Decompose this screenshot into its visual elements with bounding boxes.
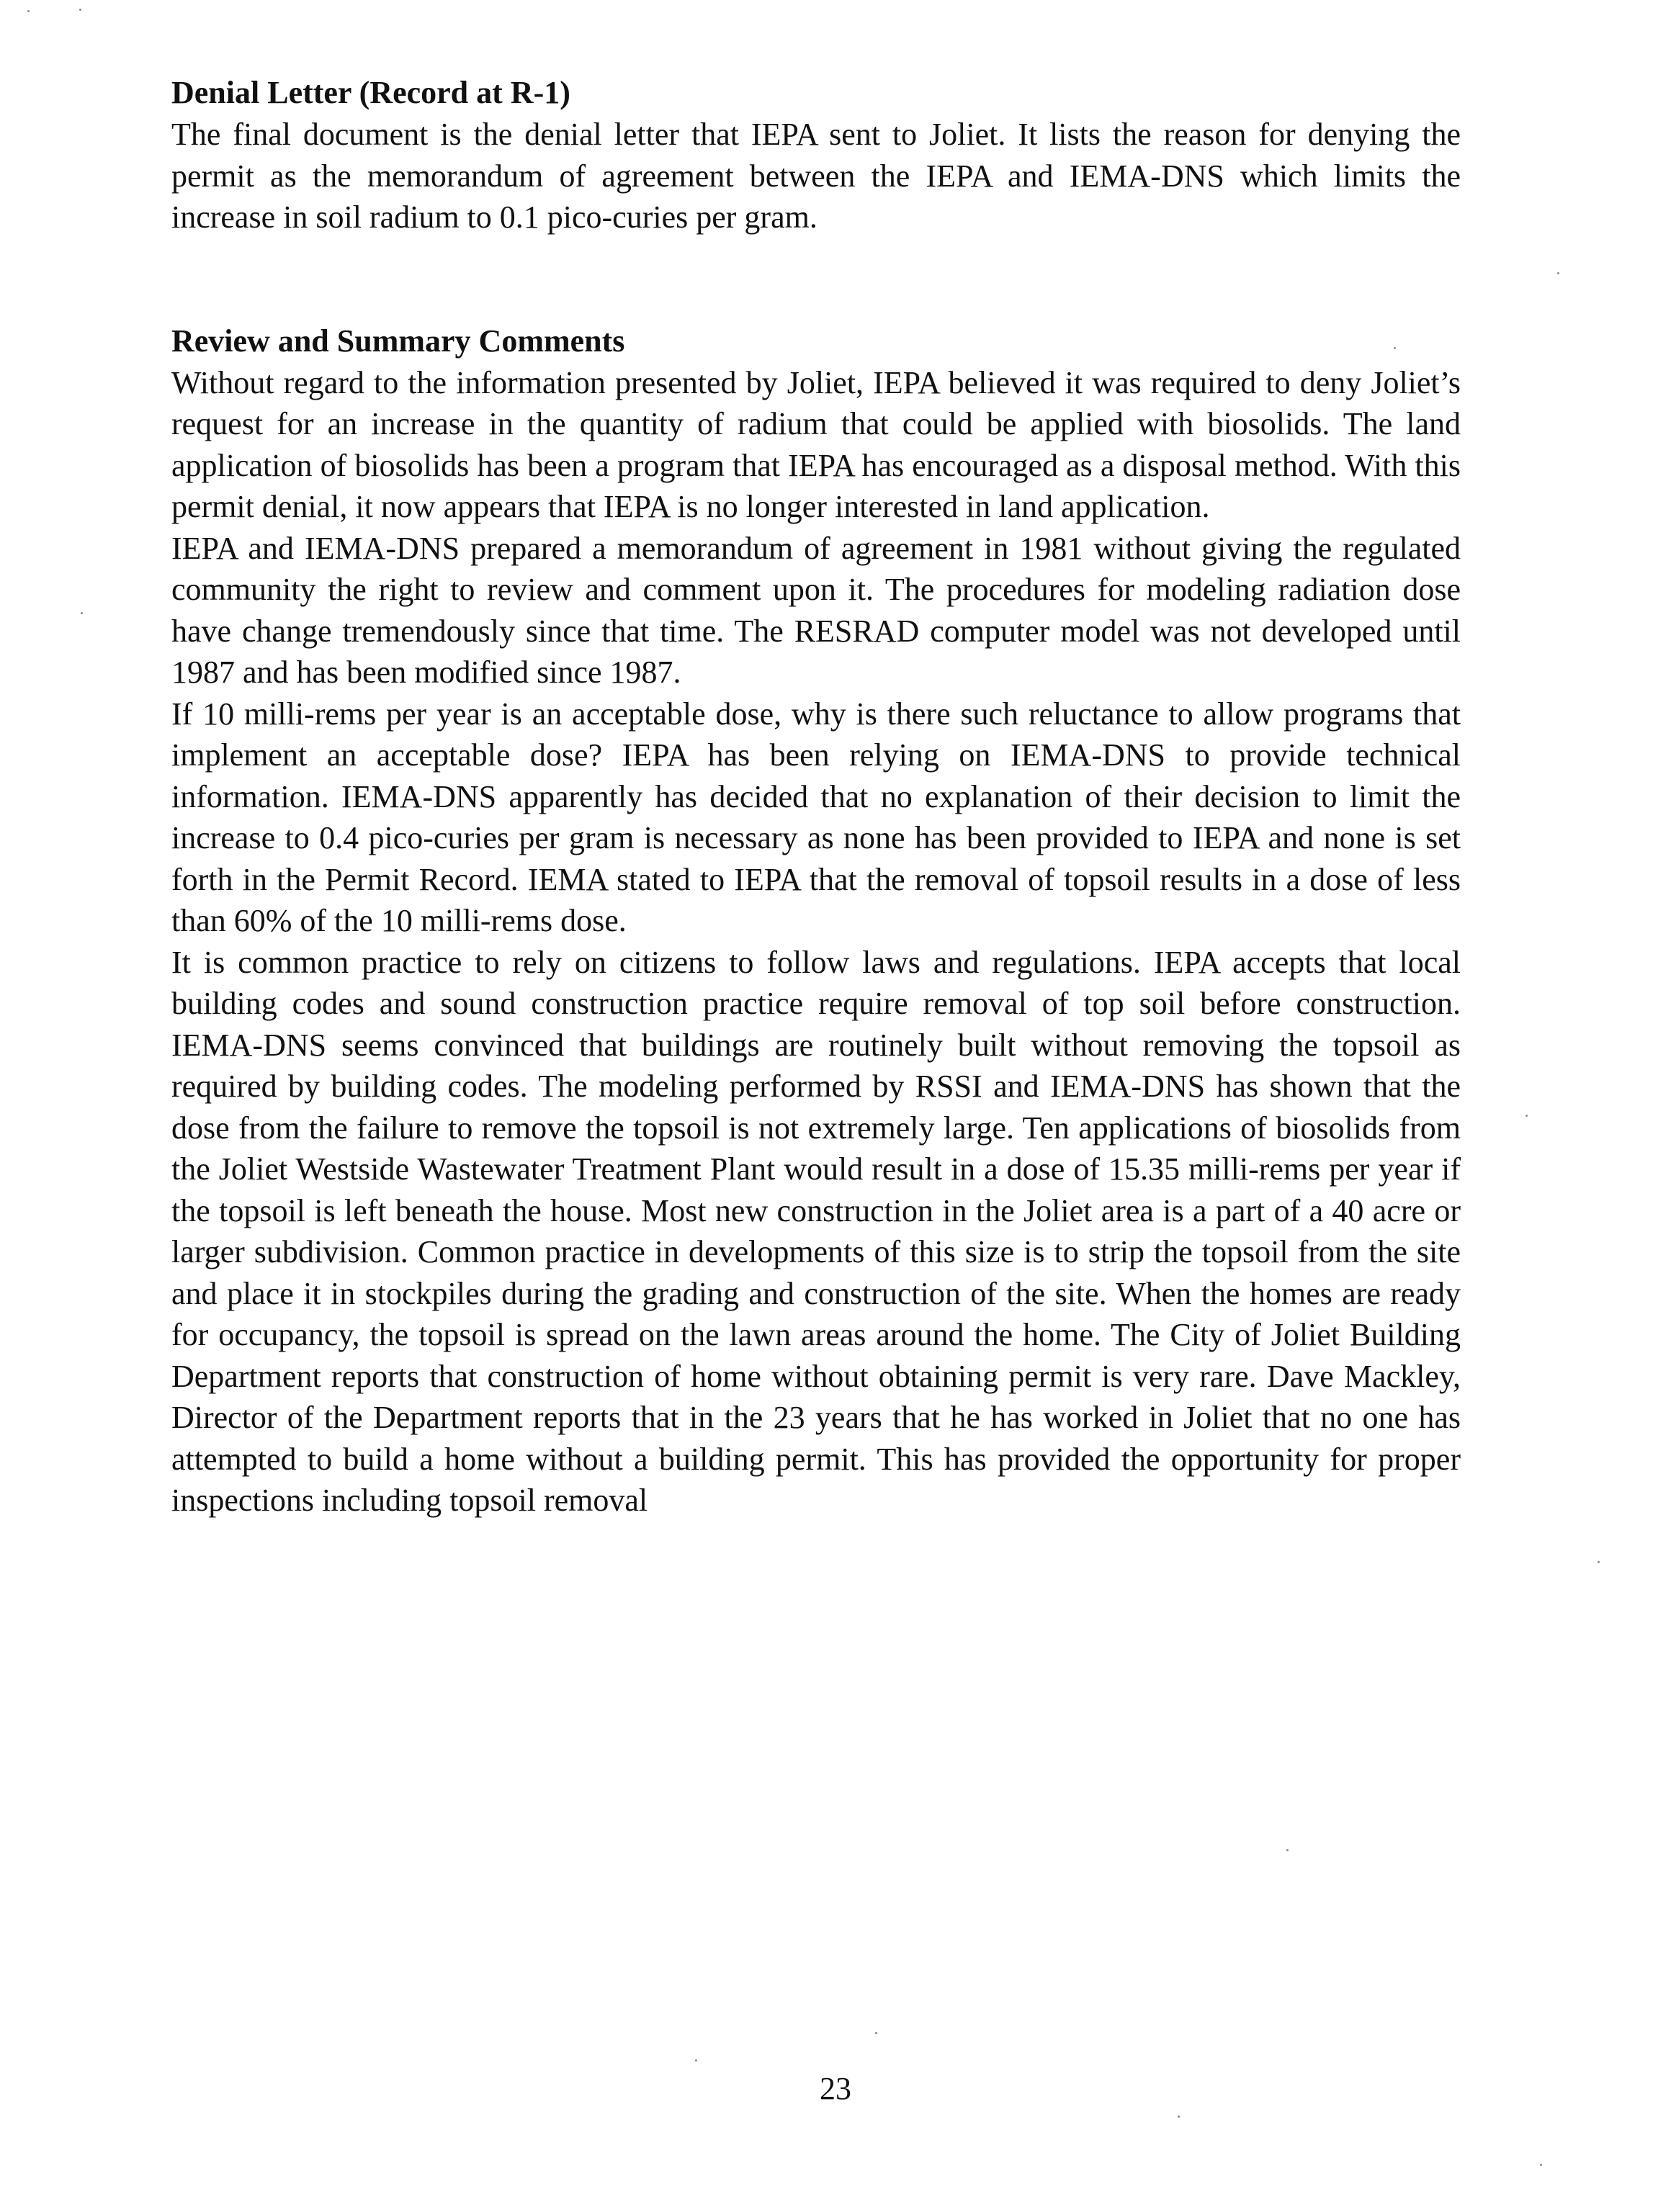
scan-speck <box>1598 1561 1600 1563</box>
paragraph-review-4: It is common practice to rely on citizens to follow laws and regulations. IEPA accepts that local building codes and sound construction practice require removal of top soil before construction. IEMA-DNS seems convinced that buildings are routinely built without removing the topsoil as required by building codes. The modeling performed by RSSI and IEMA-DNS has shown that the dose from the failure to remove the topsoil is not extremely large. Ten applications of biosolids from the Joliet Westside Wastewater Treatment Plant would result in a dose of 15.35 milli-rems per year if the topsoil is left beneath the house. Most new construction in the Joliet area is a part of a 40 acre or larger subdivision. Common practice in developments of this size is to strip the topsoil from the site and place it in stockpiles during the grading and construction of the site. When the homes are ready for occupancy, the topsoil is spread on the lawn areas around the home. The City of Joliet Building Department reports that construction of home without obtaining permit is very rare. Dave Mackley, Director of the Department reports that in the 23 years that he has worked in Joliet that no one has attempted to build a home without a building permit. This has provided the opportunity for proper inspections including topsoil removal <box>171 944 1461 1518</box>
paragraph-denial-letter: The final document is the denial letter that IEPA sent to Joliet. It lists the reason for denying the permit as the memorandum of agreement between the IEPA and IEMA-DNS which limits the increase in soil radium to 0.1 pico-curies per gram. <box>171 117 1461 235</box>
page-number: 23 <box>820 2071 851 2106</box>
page-content <box>171 72 1461 1521</box>
scan-speck <box>1178 2116 1180 2118</box>
scan-speck <box>875 2032 877 2034</box>
scan-speck <box>1557 272 1559 274</box>
scan-speck <box>79 9 81 11</box>
paragraph-review-3: If 10 milli-rems per year is an acceptable dose, why is there such reluctance to allow programs that implement an acceptable dose? IEPA has been relying on IEMA-DNS to provide technical information. IEMA-DNS apparently has decided that no explanation of their decision to limit the increase to 0.4 pico-curies per gram is necessary as none has been provided to IEPA and none is set forth in the Permit Record. IEMA stated to IEPA that the removal of topsoil results in a dose of less than 60% of the 10 milli-rems dose. <box>171 696 1461 938</box>
section-heading-review-summary: Review and Summary Comments <box>171 323 625 359</box>
scan-speck <box>27 10 30 12</box>
scan-speck <box>1394 347 1396 349</box>
section-heading-denial-letter: Denial Letter (Record at R-1) <box>171 75 570 110</box>
scan-speck <box>81 612 83 614</box>
scan-speck <box>1526 1115 1528 1117</box>
scan-speck <box>695 2059 697 2062</box>
paragraph-review-1: Without regard to the information presented by Joliet, IEPA believed it was required to deny Joliet’s request for an increase in the quantity of radium that could be applied with biosolids. The land application of biosolids has been a program that IEPA has encouraged as a disposal method. With this permit denial, it now appears that IEPA is no longer interested in land application. <box>171 364 1461 524</box>
scan-speck <box>1286 1849 1289 1851</box>
paragraph-review-2: IEPA and IEMA-DNS prepared a memorandum of agreement in 1981 without giving the regulated community the right to review and comment upon it. The procedures for modeling radiation dose have change tremendously since that time. The RESRAD computer model was not developed until 1987 and has been modified since 1987. <box>171 530 1461 690</box>
scan-speck <box>1540 2164 1542 2166</box>
